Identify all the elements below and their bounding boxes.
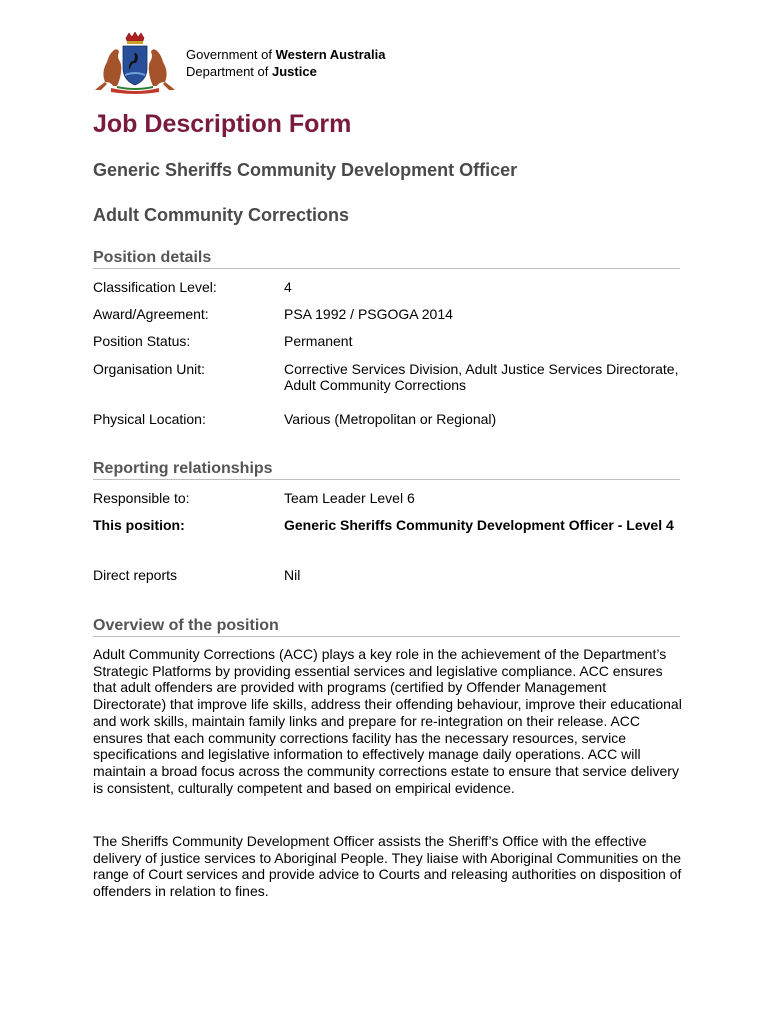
position-title: Generic Sheriffs Community Development Officer [93,160,518,180]
coat-of-arms-icon [93,32,177,94]
reporting-label: Responsible to: [93,490,190,506]
government-text [186,46,385,80]
overview-paragraph: Adult Community Corrections (ACC) plays a key role in the achievement of the Department’s Strategic Platforms by providing essential services and legislative compliance. ACC ensures that adult offenders are provided with programs (certified by Offender Management Directorate) that improve life skills, address their offending behaviour, improve their educational and work skills, maintain family links and prepare for re-integration on their release. ACC ensures that each community corrections facility has the necessary resources, service specifications and legislative information to effectively manage daily operations. ACC will maintain a broad focus across the community corrections estate to ensure that service delivery is consistent, culturally competent and based on empirical evidence. [93,646,682,796]
detail-value: Corrective Services Division, Adult Justice Services Directorate, Adult Community Corrections [284,361,679,393]
position-details-heading: Position details [93,249,680,269]
division-title: Adult Community Corrections [93,205,350,225]
detail-value: 4 [284,279,292,295]
detail-value: Various (Metropolitan or Regional) [284,411,497,427]
dept-name: Justice [272,64,317,79]
detail-label: Classification Level: [93,279,217,295]
letterhead [93,32,493,96]
detail-value: Permanent [284,333,353,349]
reporting-value: Nil [284,567,301,583]
gov-name: Western Australia [275,47,386,62]
detail-label: Award/Agreement: [93,306,209,322]
gov-prefix: Government of [186,47,276,62]
detail-label: Organisation Unit: [93,361,206,377]
reporting-label: Direct reports [93,567,178,583]
reporting-value: Team Leader Level 6 [284,490,415,506]
detail-label: Position Status: [93,333,191,349]
overview-heading: Overview of the position [93,617,680,637]
reporting-value: Generic Sheriffs Community Development Officer - Level 4 [284,517,674,533]
reporting-label: This position: [93,517,185,533]
detail-label: Physical Location: [93,411,206,427]
document-title: Job Description Form [93,110,352,138]
dept-prefix: Department of [186,64,272,79]
overview-paragraph: The Sheriffs Community Development Officer assists the Sheriff’s Office with the effective delivery of justice services to Aboriginal People. They liaise with Aboriginal Communities on the range of Court services and provide advice to Courts and releasing authorities on disposition of offenders in relation to fines. [93,833,682,900]
detail-value: PSA 1992 / PSGOGA 2014 [284,306,453,322]
reporting-heading: Reporting relationships [93,460,680,480]
